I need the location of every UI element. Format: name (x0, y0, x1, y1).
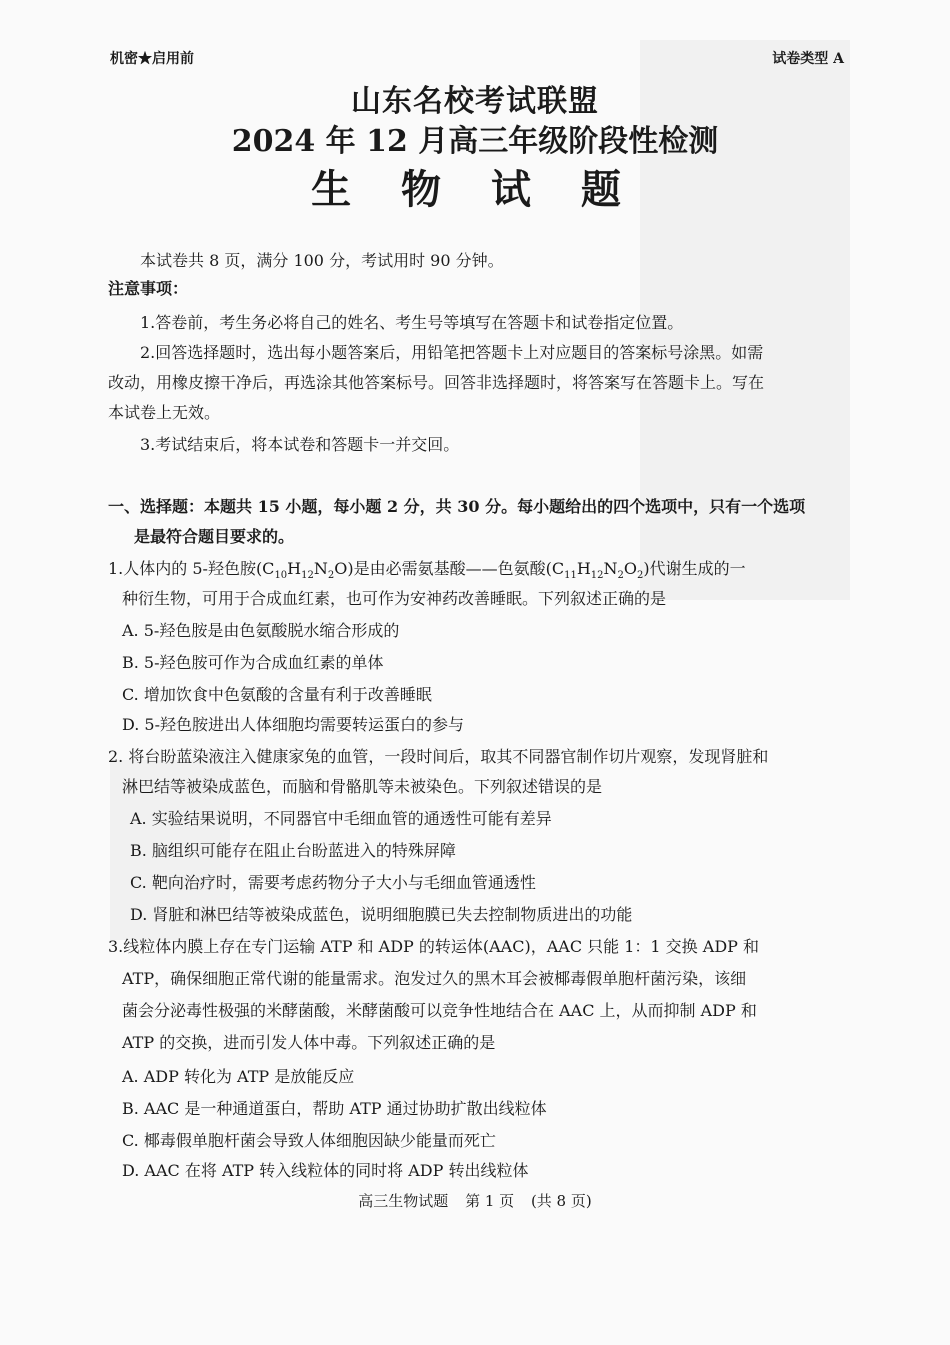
question-3-stem-line-3: 菌会分泌毒性极强的米酵菌酸，米酵菌酸可以竞争性地结合在 AAC 上，从而抑制 ADP 和 (122, 1001, 757, 1020)
title-organization: 山东名校考试联盟 (351, 84, 599, 119)
question-3-stem-line-4: ATP 的交换，进而引发人体中毒。下列叙述正确的是 (122, 1033, 496, 1052)
question-3-option-a: A. ADP 转化为 ATP 是放能反应 (122, 1067, 355, 1086)
question-3-option-c: C. 椰毒假单胞杆菌会导致人体细胞因缺少能量而死亡 (122, 1131, 496, 1150)
question-1-stem-line-1: 1.人体内的 5-羟色胺$(C_{10}H_{12}N_2O)$是由必需氨基酸——色氨酸$(C_{11}H_{12}N_2O_2)$代谢生成的一 (108, 559, 746, 582)
title-exam: 2024 年 12 月高三年级阶段性检测 (231, 124, 719, 159)
question-3-option-d: D. AAC 在将 ATP 转入线粒体的同时将 ADP 转出线粒体 (122, 1161, 529, 1180)
question-1-stem-line-2: 种衍生物，可用于合成血红素，也可作为安神药改善睡眠。下列叙述正确的是 (122, 589, 667, 608)
note-3: 3.考试结束后，将本试卷和答题卡一并交回。 (140, 435, 460, 454)
question-3-option-b: B. AAC 是一种通道蛋白，帮助 ATP 通过协助扩散出线粒体 (122, 1099, 547, 1118)
footer-total-pages: (共 8 页) (530, 1192, 592, 1210)
confidential-mark: 机密★启用前 (110, 51, 194, 67)
question-2-option-c: C. 靶向治疗时，需要考虑药物分子大小与毛细血管通透性 (130, 873, 536, 892)
footer-page-number: 第 1 页 (465, 1192, 515, 1210)
question-2-stem-line-1: 2. 将台盼蓝染液注入健康家兔的血管，一段时间后，取其不同器官制作切片观察，发现肾脏和 (108, 747, 769, 766)
note-1: 1.答卷前，考生务必将自己的姓名、考生号等填写在答题卡和试卷指定位置。 (140, 313, 684, 332)
page-footer (0, 1190, 950, 1211)
question-2-option-d: D. 肾脏和淋巴结等被染成蓝色，说明细胞膜已失去控制物质进出的功能 (130, 905, 633, 924)
question-1-option-c: C. 增加饮食中色氨酸的含量有利于改善睡眠 (122, 685, 432, 704)
note-2-line-1: 2.回答选择题时，选出每小题答案后，用铅笔把答题卡上对应题目的答案标号涂黑。如需 (140, 343, 764, 362)
section-1-heading-line-1: 一、选择题：本题共 15 小题，每小题 2 分，共 30 分。每小题给出的四个选项中，只有一个选项 (108, 497, 806, 516)
section-1-heading-line-2: 是最符合题目要求的。 (134, 527, 295, 546)
note-2-line-3: 本试卷上无效。 (108, 403, 221, 422)
question-1-option-a: A. 5-羟色胺是由色氨酸脱水缩合形成的 (122, 621, 400, 640)
question-1-option-d: D. 5-羟色胺进出人体细胞均需要转运蛋白的参与 (122, 715, 465, 734)
title-subject: 生 物 试 题 (311, 166, 639, 213)
question-3-stem-line-2: ATP，确保细胞正常代谢的能量需求。泡发过久的黑木耳会被椰毒假单胞杆菌污染，该细 (122, 969, 747, 988)
paper-type: 试卷类型 A (772, 51, 844, 67)
question-2-stem-line-2: 淋巴结等被染成蓝色，而脑和骨骼肌等未被染色。下列叙述错误的是 (122, 777, 603, 796)
footer-subject: 高三生物试题 (358, 1192, 449, 1210)
question-2-option-b: B. 脑组织可能存在阻止台盼蓝进入的特殊屏障 (130, 841, 456, 860)
notes-heading: 注意事项： (108, 279, 189, 298)
question-2-option-a: A. 实验结果说明，不同器官中毛细血管的通透性可能有差异 (130, 809, 552, 828)
question-1-option-b: B. 5-羟色胺可作为合成血红素的单体 (122, 653, 384, 672)
exam-summary: 本试卷共 8 页，满分 100 分，考试用时 90 分钟。 (140, 251, 504, 270)
note-2-line-2: 改动，用橡皮擦干净后，再选涂其他答案标号。回答非选择题时，将答案写在答题卡上。写在 (108, 373, 765, 392)
question-3-stem-line-1: 3.线粒体内膜上存在专门运输 ATP 和 ADP 的转运体(AAC)，AAC 只能 1：1 交换 ADP 和 (108, 937, 760, 956)
